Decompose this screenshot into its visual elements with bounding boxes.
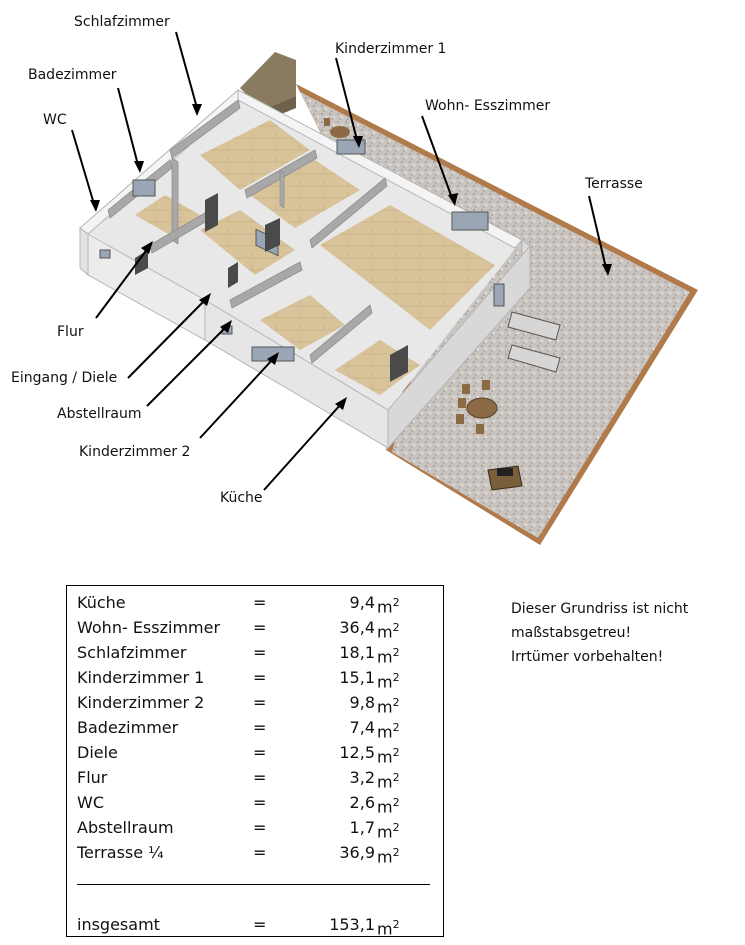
label-abstellraum: Abstellraum [57, 406, 142, 422]
area-row: Schlafzimmer = 18,1 $m^2$ [77, 643, 400, 667]
label-eingang-diele: Eingang / Diele [11, 370, 118, 386]
area-row: Terrasse ¼ = 36,9 $m^2$ [77, 843, 400, 867]
table-divider [77, 884, 430, 885]
area-row: Abstellraum = 1,7 $m^2$ [77, 818, 400, 842]
area-row: Diele = 12,5 $m^2$ [77, 743, 400, 767]
area-table [66, 585, 444, 937]
label-schlafzimmer: Schlafzimmer [74, 14, 170, 30]
label-kinderzimmer-2: Kinderzimmer 2 [79, 444, 191, 460]
label-wohn-esszimmer: Wohn- Esszimmer [425, 98, 551, 114]
label-terrasse: Terrasse [585, 176, 643, 192]
area-row: Wohn- Esszimmer = 36,4 $m^2$ [77, 618, 400, 642]
area-row: Flur = 3,2 $m^2$ [77, 768, 400, 792]
window-bad [133, 180, 155, 196]
label-kueche: Küche [220, 490, 263, 506]
label-wc: WC [43, 112, 67, 128]
label-flur: Flur [57, 324, 84, 340]
barbecue-grill [488, 466, 522, 490]
area-total-row: insgesamt = 153,1 $m^2$ [77, 915, 400, 939]
area-row: Kinderzimmer 1 = 15,1 $m^2$ [77, 668, 400, 692]
disclaimer-line: Dieser Grundriss ist nicht [511, 601, 689, 617]
label-badezimmer: Badezimmer [28, 67, 117, 83]
area-row: Kinderzimmer 2 = 9,8 $m^2$ [77, 693, 400, 717]
area-row: Badezimmer = 7,4 $m^2$ [77, 718, 400, 742]
disclaimer-note [511, 597, 731, 669]
area-row: WC = 2,6 $m^2$ [77, 793, 400, 817]
window-wc [100, 250, 110, 258]
disclaimer-line: maßstabsgetreu! [511, 625, 632, 641]
window-kueche [494, 284, 504, 306]
label-kinderzimmer-1: Kinderzimmer 1 [335, 41, 447, 57]
area-row: Küche = 9,4 $m^2$ [77, 593, 400, 617]
window-wohnzimmer [452, 212, 488, 230]
disclaimer-line: Irrtümer vorbehalten! [511, 649, 664, 665]
